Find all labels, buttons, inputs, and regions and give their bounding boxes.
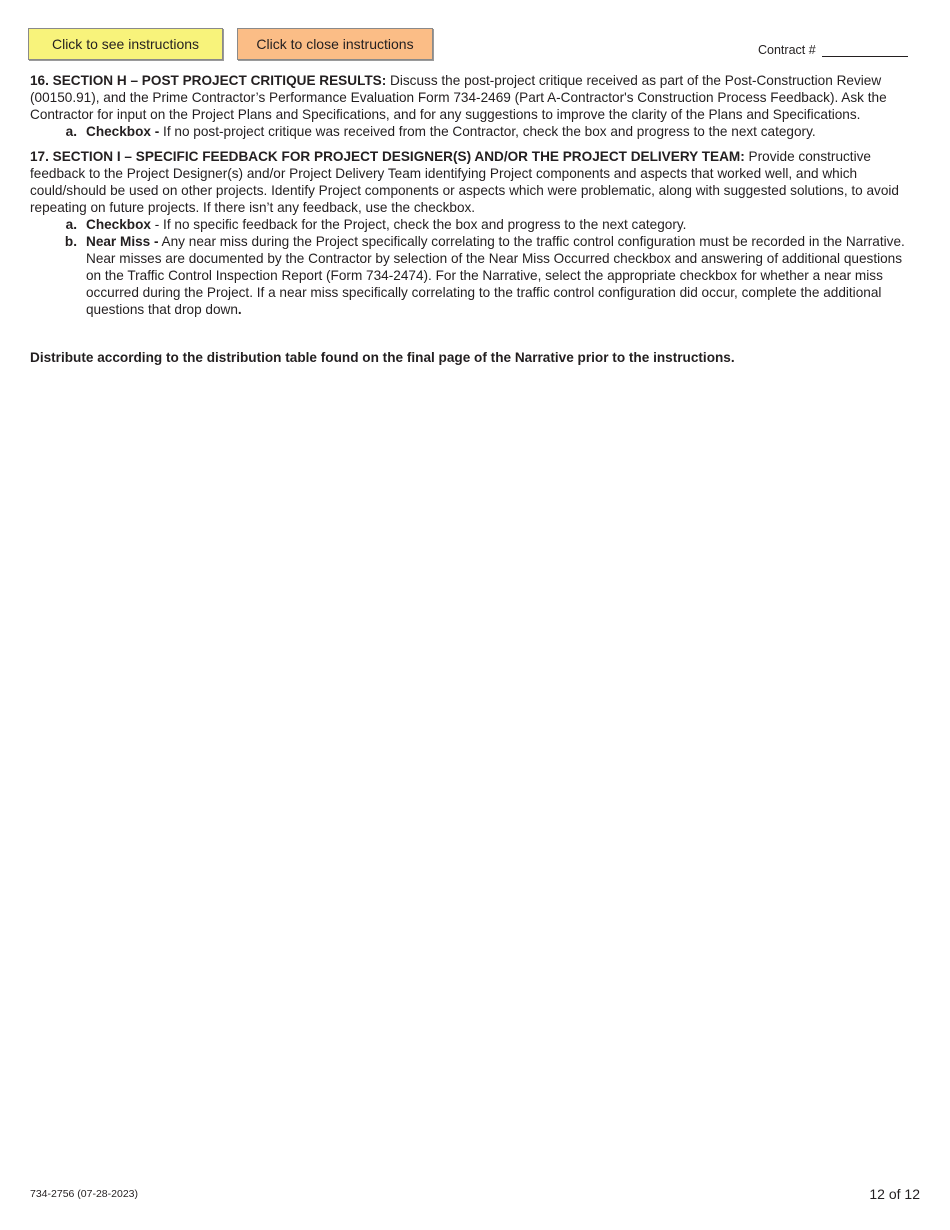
- section-17-body: Provide constructive feedback to the Project Designer(s) and/or Project Delivery Team identifying Project components and aspects that worked well, and which could/should be used on other projects. Identify Project components or aspects which were problematic, along with suggested solutions, to avoid repeating on future projects. If there isn’t any feedback, use the checkbox.: [30, 149, 899, 215]
- section-16: [30, 72, 920, 140]
- page-number: 12 of 12: [869, 1186, 920, 1202]
- item-letter: b.: [64, 234, 77, 249]
- item-term: Checkbox -: [86, 124, 160, 139]
- item-term: Checkbox: [86, 217, 151, 232]
- item-body: [86, 216, 920, 233]
- item-end-period: .: [237, 302, 242, 317]
- contract-label: Contract #: [758, 43, 816, 57]
- section-16-paragraph: [30, 72, 920, 123]
- item-text: - If no specific feedback for the Project, check the box and progress to the next category.: [150, 217, 687, 232]
- instructions-content: [30, 72, 920, 380]
- item-text: Any near miss during the Project specifically correlating to the traffic control configuration must be recorded in the Narrative. Near misses are documented by the Contractor by selection of the Near Miss Occurred checkbox and answering of additional questions on the Traffic Control Inspection Report (Form 734-2474). For the Narrative, select the appropriate checkbox for whether a near miss occurred during the Project. If a near miss specifically correlating to the traffic control configuration did occur, complete the additional questions that drop down: [86, 234, 905, 317]
- close-instructions-button[interactable]: Click to close instructions: [237, 28, 433, 60]
- distribution-note: Distribute according to the distribution table found on the final page of the Narrative prior to the instructions.: [30, 350, 735, 365]
- section-17-item-a: [30, 216, 920, 233]
- contract-number-input[interactable]: [822, 42, 908, 57]
- form-number: 734-2756 (07-28-2023): [30, 1188, 138, 1200]
- section-17-heading: 17. SECTION I – SPECIFIC FEEDBACK FOR PROJECT DESIGNER(S) AND/OR THE PROJECT DELIVERY TEAM:: [30, 149, 745, 164]
- item-term: Near Miss -: [86, 234, 159, 249]
- section-17-paragraph: [30, 148, 920, 216]
- section-16-heading: 16. SECTION H – POST PROJECT CRITIQUE RESULTS:: [30, 73, 387, 88]
- section-16-item-a: [30, 123, 920, 140]
- item-body: [86, 233, 920, 318]
- section-16-body: Discuss the post-project critique received as part of the Post-Construction Review (00150.91), and the Prime Contractor’s Performance Evaluation Form 734-2469 (Part A-Contractor's Construction Process Feedback). Ask the Contractor for input on the Project Plans and Specifications, and for any suggestions to improve the clarity of the Plans and Specifications.: [30, 73, 887, 122]
- item-text: If no post-project critique was received from the Contractor, check the box and progress to the next category.: [159, 124, 816, 139]
- item-body: [86, 123, 920, 140]
- section-17: [30, 148, 920, 318]
- contract-number-field: [758, 42, 908, 57]
- item-letter: a.: [65, 124, 77, 139]
- item-letter: a.: [65, 217, 77, 232]
- see-instructions-button[interactable]: Click to see instructions: [28, 28, 223, 60]
- section-17-item-b: [30, 233, 920, 318]
